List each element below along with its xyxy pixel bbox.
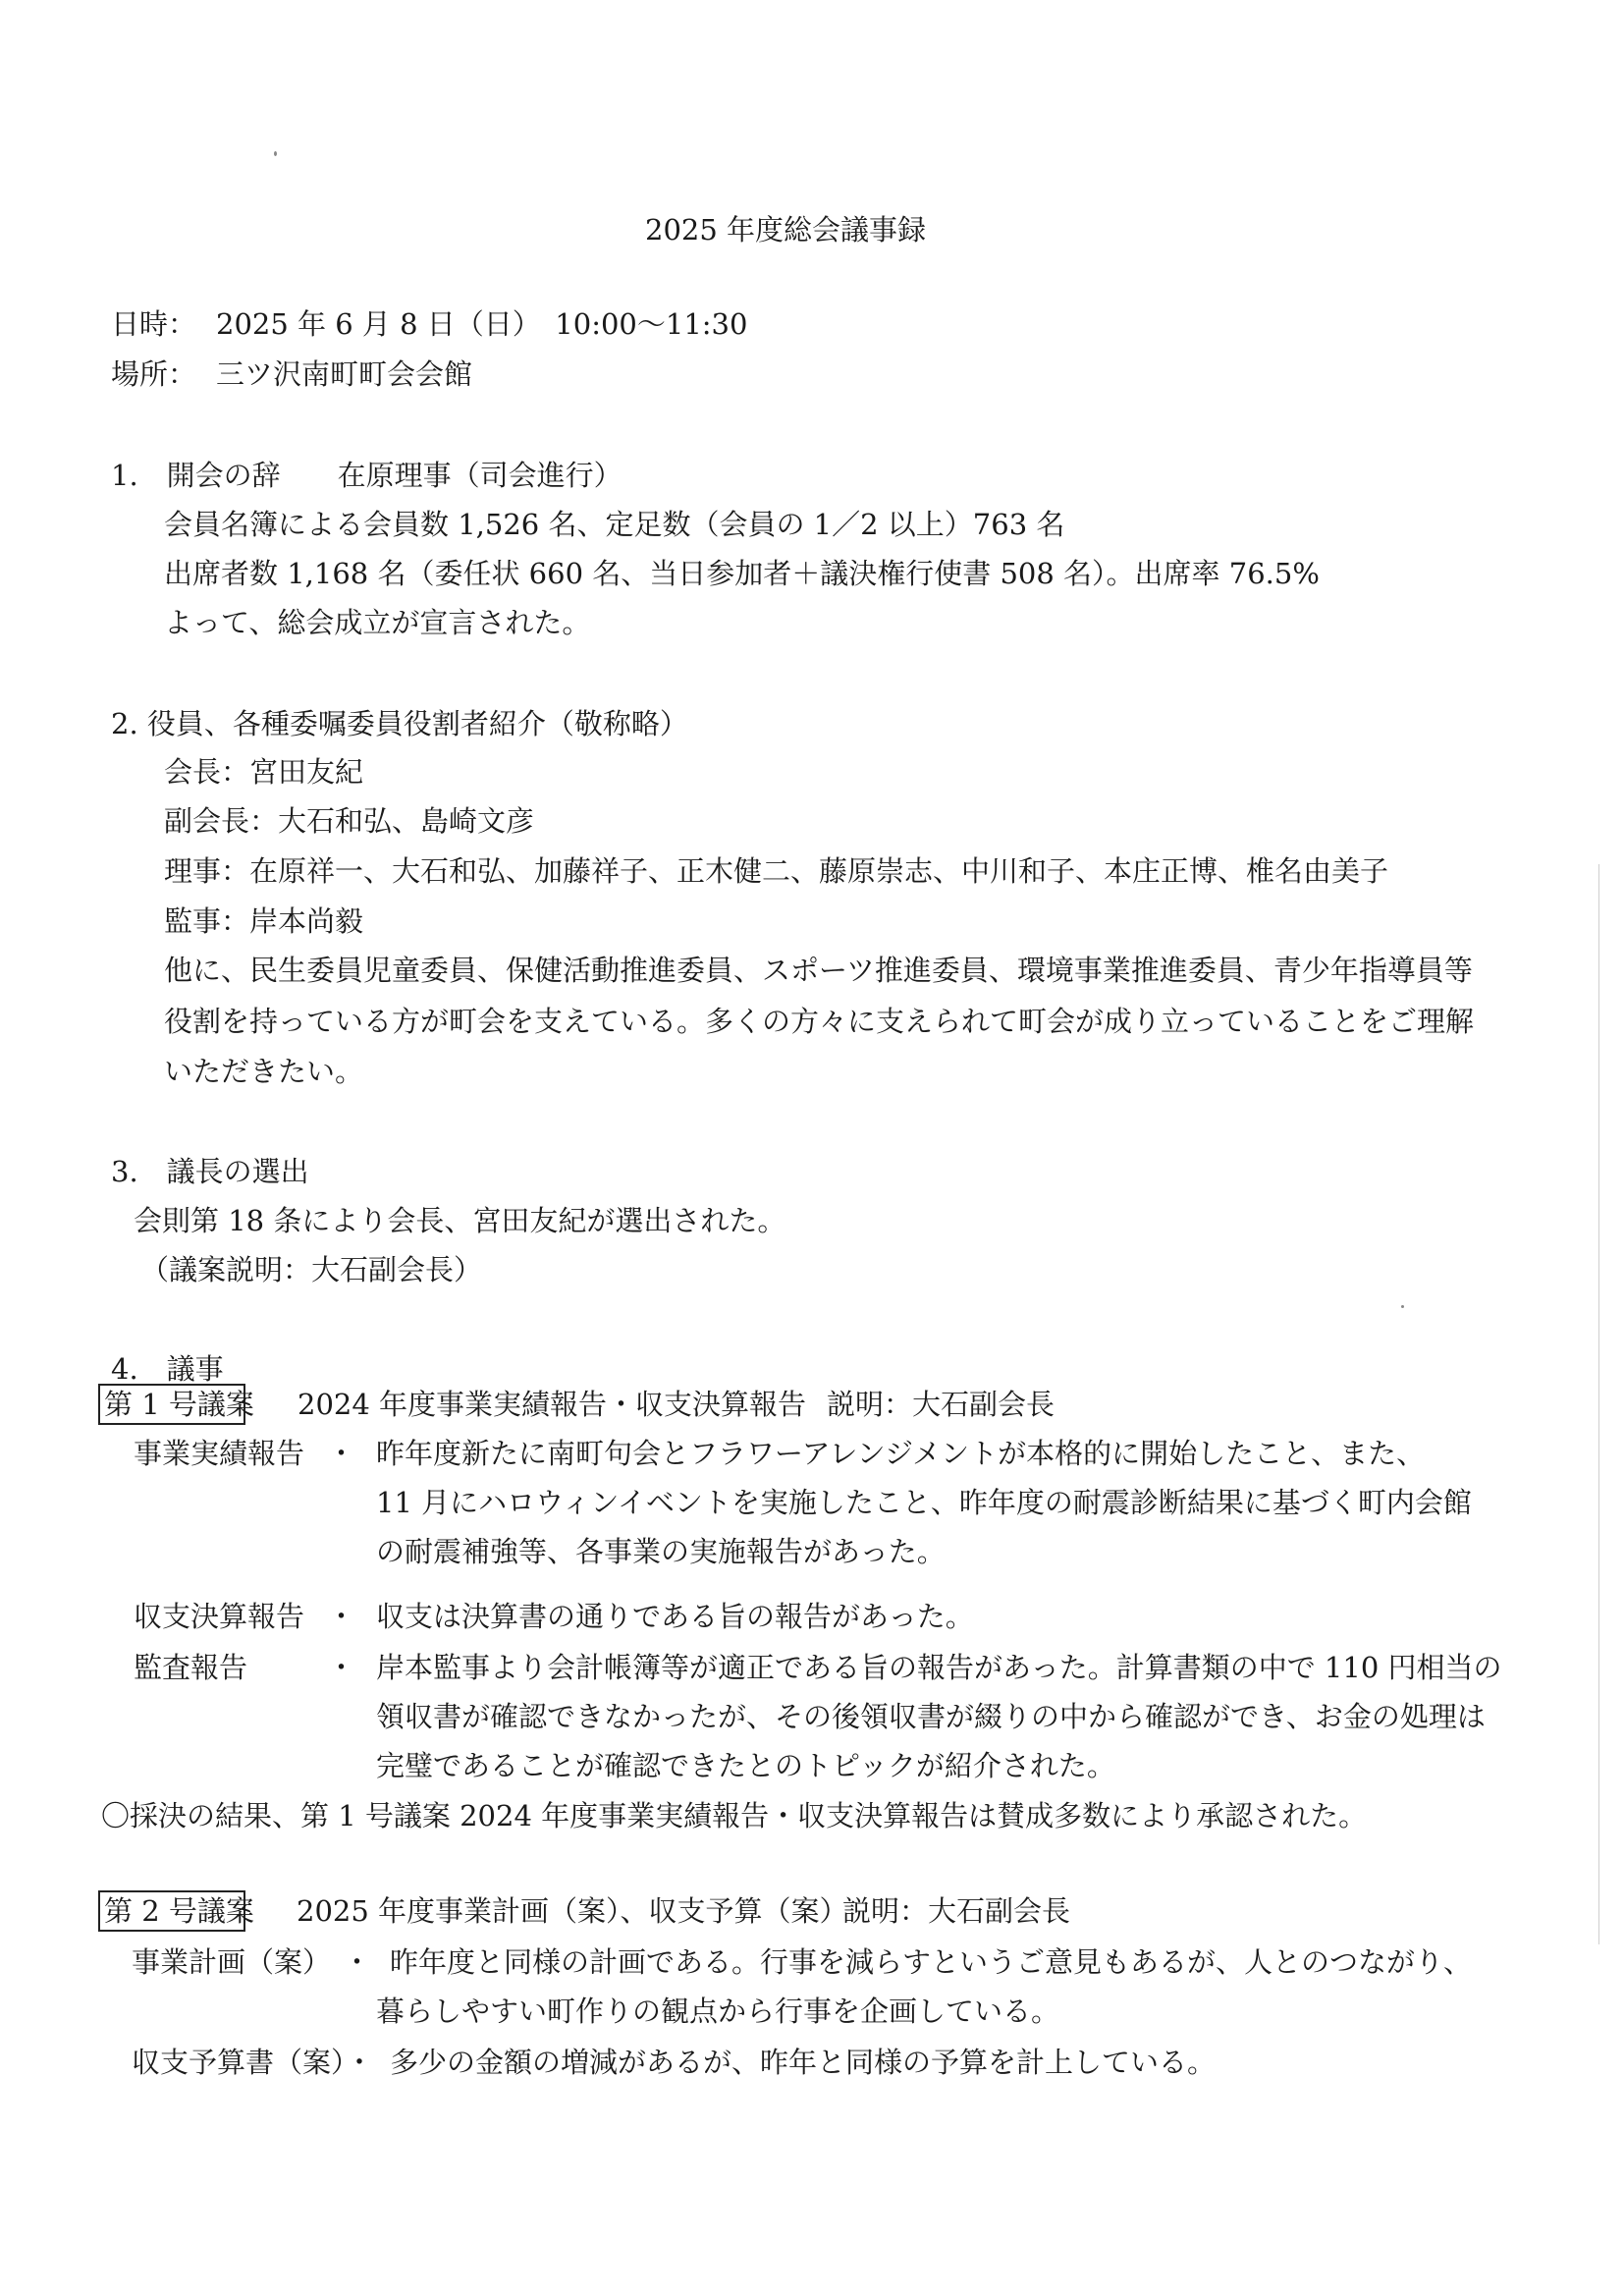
bullet: ・ bbox=[327, 1600, 356, 1633]
agenda-1-presenter: 説明：大石副会長 bbox=[827, 1388, 1056, 1421]
agenda-1-item-name: 収支決算報告 bbox=[134, 1600, 305, 1633]
section-1-line: よって、総会成立が宣言された。 bbox=[164, 606, 591, 639]
agenda-2-item-name: 事業計画（案） bbox=[132, 1945, 332, 1979]
agenda-2-label: 第 2 号議案 bbox=[98, 1890, 245, 1932]
agenda-1-item-line: 昨年度新たに南町句会とフラワーアレンジメントが本格的に開始したこと、また、 bbox=[376, 1437, 1426, 1470]
section-1-heading: 1. 開会の辞 在原理事（司会進行） bbox=[111, 459, 623, 492]
section-2-line: 他に、民生委員児童委員、保健活動推進委員、スポーツ推進委員、環境事業推進委員、青少年指導員等 bbox=[164, 954, 1473, 987]
section-1-line: 出席者数 1,168 名（委任状 660 名、当日参加者＋議決権行使書 508 名）。出席率 76.5% bbox=[164, 557, 1320, 590]
agenda-2-title: 2025 年度事業計画（案）、収支予算（案） bbox=[297, 1894, 848, 1928]
place-value: 三ツ沢南町町会会館 bbox=[216, 357, 473, 391]
section-2-line: 会長：宮田友紀 bbox=[164, 755, 364, 789]
place-label: 場所： bbox=[111, 357, 197, 391]
section-2-line: 監事：岸本尚毅 bbox=[164, 904, 364, 938]
scan-edge-line bbox=[1598, 864, 1599, 1944]
agenda-1-result: 〇採決の結果、第 1 号議案 2024 年度事業実績報告・収支決算報告は賛成多数により承認された。 bbox=[101, 1799, 1368, 1832]
section-3-line: 会則第 18 条により会長、宮田友紀が選出された。 bbox=[134, 1204, 786, 1237]
agenda-2-item-name: 収支予算書（案）・ bbox=[132, 2046, 374, 2079]
agenda-2-item-line: 多少の金額の増減があるが、昨年と同様の予算を計上している。 bbox=[390, 2046, 1217, 2079]
agenda-1-title: 2024 年度事業実績報告・収支決算報告 bbox=[298, 1388, 807, 1421]
section-3-line: （議案説明：大石副会長） bbox=[140, 1253, 483, 1286]
section-4-heading: 4. 議事 bbox=[111, 1352, 224, 1386]
document-title: 2025 年度総会議事録 bbox=[645, 213, 927, 246]
section-3-heading: 3. 議長の選出 bbox=[111, 1155, 309, 1188]
agenda-1-item-line: 収支は決算書の通りである旨の報告があった。 bbox=[376, 1600, 974, 1633]
agenda-2-item-line: 暮らしやすい町作りの観点から行事を企画している。 bbox=[376, 1995, 1060, 2028]
section-2-line: いただきたい。 bbox=[164, 1055, 364, 1088]
agenda-1-item-line: の耐震補強等、各事業の実施報告があった。 bbox=[376, 1535, 946, 1568]
scan-speck bbox=[274, 151, 277, 156]
agenda-1-item-line: 11 月にハロウィンイベントを実施したこと、昨年度の耐震診断結果に基づく町内会館 bbox=[376, 1486, 1472, 1519]
agenda-1-item-line: 領収書が確認できなかったが、その後領収書が綴りの中から確認ができ、お金の処理は bbox=[376, 1700, 1486, 1733]
bullet: ・ bbox=[327, 1437, 356, 1470]
agenda-1-item-line: 岸本監事より会計帳簿等が適正である旨の報告があった。計算書類の中で 110 円相当の bbox=[376, 1651, 1502, 1684]
bullet: ・ bbox=[327, 1651, 356, 1684]
bullet: ・ bbox=[343, 1945, 372, 1979]
agenda-1-item-name: 事業実績報告 bbox=[134, 1437, 305, 1470]
scan-speck bbox=[1401, 1305, 1404, 1308]
agenda-1-item-line: 完璧であることが確認できたとのトピックが紹介された。 bbox=[376, 1749, 1115, 1782]
section-2-line: 役割を持っている方が町会を支えている。多くの方々に支えられて町会が成り立っていることをご理解 bbox=[164, 1005, 1475, 1038]
section-2-line: 理事：在原祥一、大石和弘、加藤祥子、正木健二、藤原崇志、中川和子、本庄正博、椎名由美子 bbox=[164, 854, 1389, 888]
agenda-1-item-name: 監査報告 bbox=[134, 1651, 248, 1684]
date-value: 2025 年 6 月 8 日（日） 10:00～11:30 bbox=[216, 307, 748, 341]
agenda-2-item-line: 昨年度と同様の計画である。行事を減らすというご意見もあるが、人とのつながり、 bbox=[390, 1945, 1473, 1979]
section-1-line: 会員名簿による会員数 1,526 名、定足数（会員の 1／2 以上）763 名 bbox=[164, 508, 1065, 541]
agenda-1-label: 第 1 号議案 bbox=[98, 1384, 245, 1425]
date-label: 日時： bbox=[111, 307, 197, 341]
section-2-line: 副会長：大石和弘、島崎文彦 bbox=[164, 804, 535, 838]
agenda-2-presenter: 説明：大石副会長 bbox=[842, 1894, 1071, 1928]
section-2-heading: 2. 役員、各種委嘱委員役割者紹介（敬称略） bbox=[111, 707, 688, 740]
